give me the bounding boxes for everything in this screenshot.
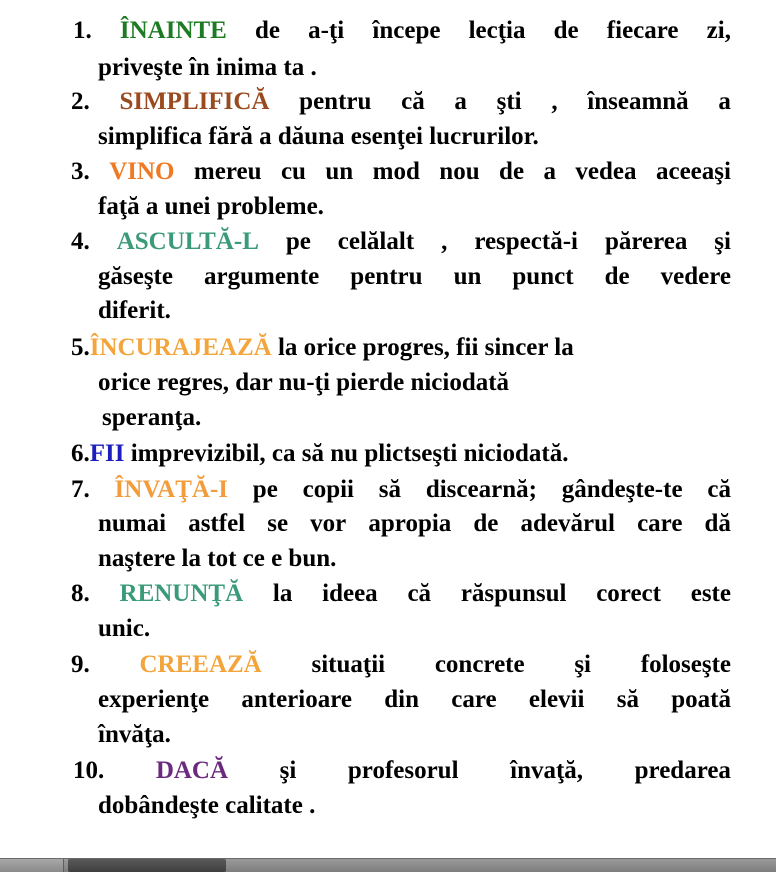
item-keyword: ÎNVAŢĂ-I	[114, 476, 228, 503]
list-item-4-line-3: diferit.	[98, 297, 171, 324]
list-item-2-line-1: 2. SIMPLIFICĂ pentru că a şti , înseamnă a	[71, 88, 731, 115]
item-keyword: ASCULTĂ-L	[116, 228, 259, 255]
list-item-8-line-1: 8. RENUNŢĂ la ideea că răspunsul corect este	[71, 580, 731, 607]
item-number: 7.	[71, 476, 90, 503]
list-item-7-line-2: numai astfel se vor apropia de adevărul care dă	[98, 510, 731, 537]
scroll-left-button[interactable]	[0, 859, 64, 872]
item-keyword: RENUNŢĂ	[119, 580, 244, 607]
list-item-1-line-2: priveşte în inima ta .	[98, 54, 317, 81]
list-item-9-line-1: 9. CREEAZĂ situaţii concrete şi foloseşte	[71, 651, 731, 678]
list-item-6-line-1: 6.FII imprevizibil, ca să nu plictseşti niciodată.	[71, 440, 569, 467]
list-item-4-line-1: 4. ASCULTĂ-L pe celălalt , respectă-i părerea şi	[71, 228, 731, 255]
list-item-3-line-1: 3. VINO mereu cu un mod nou de a vedea aceeaşi	[71, 158, 731, 185]
scrollbar-track[interactable]	[230, 859, 776, 872]
item-number: 4.	[71, 228, 90, 255]
scrollbar-thumb[interactable]	[68, 859, 226, 872]
item-number: 10.	[73, 757, 105, 784]
list-item-3-line-2: faţă a unei probleme.	[98, 193, 324, 220]
list-item-4-line-2: găseşte argumente pentru un punct de vedere	[98, 263, 731, 290]
item-number: 2.	[71, 88, 90, 115]
item-number: 1.	[73, 17, 92, 44]
item-number: 6.	[71, 440, 90, 467]
item-keyword: DACĂ	[155, 757, 229, 784]
item-keyword: SIMPLIFICĂ	[119, 88, 270, 115]
list-item-5-line-1: 5.ÎNCURAJEAZĂ la orice progres, fii sincer la	[71, 334, 574, 361]
list-item-9-line-3: învăţa.	[98, 721, 171, 748]
list-item-9-line-2: experienţe anterioare din care elevii să poată	[98, 686, 731, 713]
list-item-2-line-2: simplifica fără a dăuna esenţei lucrurilor.	[98, 123, 539, 150]
list-item-5-line-3: speranţa.	[102, 404, 202, 431]
list-item-10-line-1: 10. DACĂ şi profesorul învaţă, predarea	[73, 757, 731, 784]
item-keyword: CREEAZĂ	[139, 651, 262, 678]
horizontal-scrollbar[interactable]	[0, 858, 776, 872]
item-keyword: FII	[89, 440, 125, 467]
item-number: 9.	[71, 651, 90, 678]
list-item-1-line-1: 1. ÎNAINTE de a-ţi începe lecţia de fiecare zi,	[73, 17, 731, 44]
list-item-8-line-2: unic.	[98, 615, 151, 642]
item-number: 5.	[71, 334, 90, 361]
item-number: 8.	[71, 580, 90, 607]
item-keyword: VINO	[109, 158, 175, 185]
list-item-5-line-2: orice regres, dar nu-ţi pierde niciodată	[98, 369, 510, 396]
list-item-7-line-1: 7. ÎNVAŢĂ-I pe copii să discearnă; gândeşte-te că	[71, 476, 731, 503]
item-keyword: ÎNAINTE	[119, 17, 227, 44]
item-keyword: ÎNCURAJEAZĂ	[89, 334, 272, 361]
item-number: 3.	[71, 158, 90, 185]
list-item-10-line-2: dobândeşte calitate .	[98, 792, 316, 819]
list-item-7-line-3: naştere la tot ce e bun.	[98, 545, 337, 572]
